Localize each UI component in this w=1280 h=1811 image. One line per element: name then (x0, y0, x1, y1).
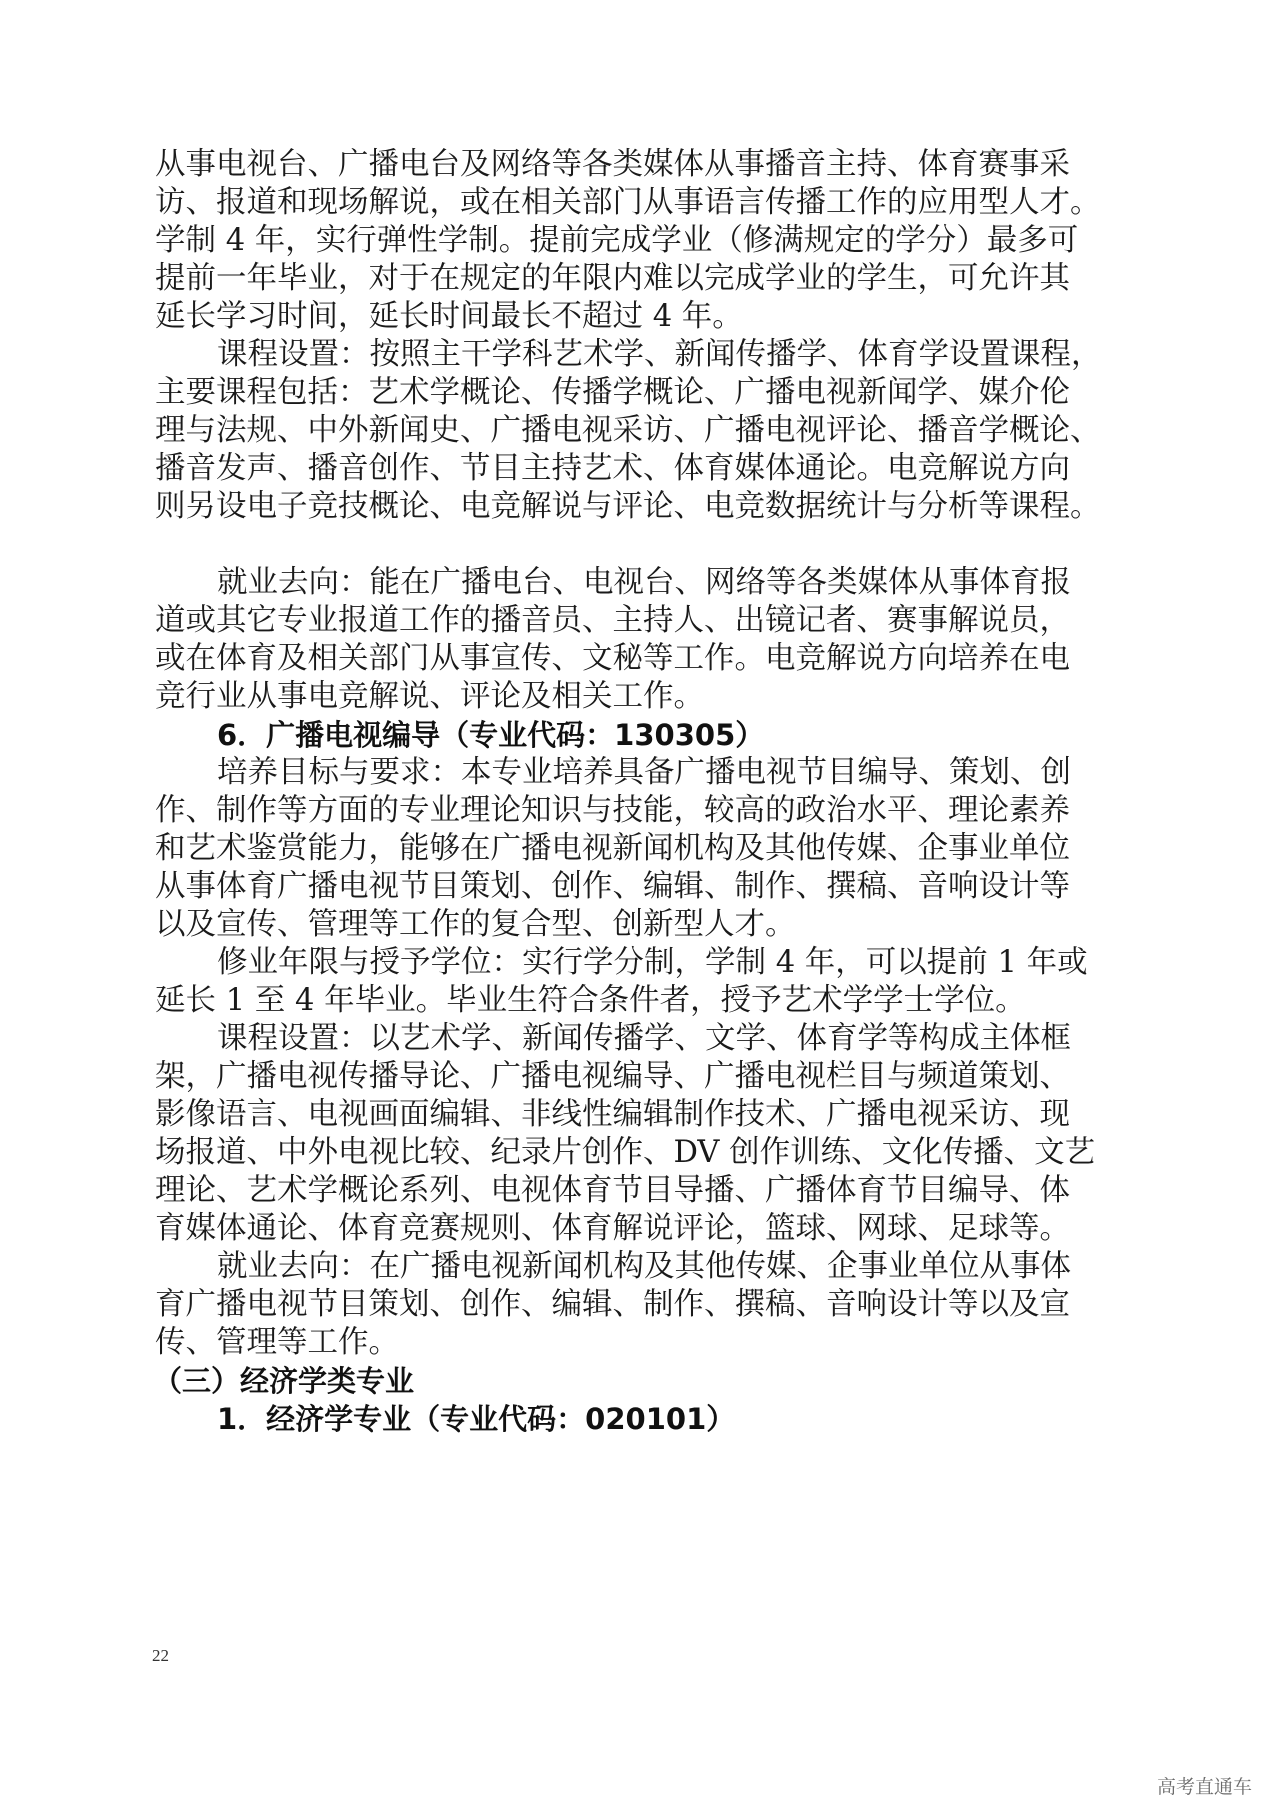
page-number: 22 (152, 1646, 169, 1665)
text-line: 访、报道和现场解说，或在相关部门从事语言传播工作的应用型人才。 (155, 185, 1101, 220)
section-heading: 1．经济学专业（专业代码：020101） (217, 1402, 736, 1436)
text-line: 从事电视台、广播电台及网络等各类媒体从事播音主持、体育赛事采 (155, 147, 1070, 182)
text-line: 提前一年毕业，对于在规定的年限内难以完成学业的学生，可允许其 (155, 261, 1070, 296)
text-line: 主要课程包括：艺术学概论、传播学概论、广播电视新闻学、媒介伦 (155, 375, 1070, 410)
watermark: 高考直通车 (1156, 1776, 1252, 1798)
text-line: 影像语言、电视画面编辑、非线性编辑制作技术、广播电视采访、现 (155, 1097, 1070, 1132)
text-line: 播音发声、播音创作、节目主持艺术、体育媒体通论。电竞解说方向 (155, 451, 1070, 486)
text-line: 就业去向：能在广播电台、电视台、网络等各类媒体从事体育报 (217, 565, 1071, 600)
text-line: 则另设电子竞技概论、电竞解说与评论、电竞数据统计与分析等课程。 (155, 489, 1101, 524)
text-line: 修业年限与授予学位：实行学分制，学制 4 年，可以提前 1 年或 (217, 945, 1088, 980)
text-line: 延长 1 至 4 年毕业。毕业生符合条件者，授予艺术学学士学位。 (155, 983, 1026, 1018)
text-line: 场报道、中外电视比较、纪录片创作、DV 创作训练、文化传播、文艺 (155, 1135, 1096, 1170)
text-line: 架，广播电视传播导论、广播电视编导、广播电视栏目与频道策划、 (155, 1059, 1070, 1094)
text-line: 理论、艺术学概论系列、电视体育节目导播、广播体育节目编导、体 (155, 1173, 1070, 1208)
text-line: 培养目标与要求：本专业培养具备广播电视节目编导、策划、创 (217, 755, 1071, 790)
text-line: 或在体育及相关部门从事宣传、文秘等工作。电竞解说方向培养在电 (155, 641, 1070, 676)
text-line: 学制 4 年，实行弹性学制。提前完成学业（修满规定的学分）最多可 (155, 223, 1079, 258)
text-line: 就业去向：在广播电视新闻机构及其他传媒、企事业单位从事体 (217, 1249, 1071, 1284)
text-line: 传、管理等工作。 (155, 1325, 399, 1360)
text-line: 和艺术鉴赏能力，能够在广播电视新闻机构及其他传媒、企事业单位 (155, 831, 1070, 866)
text-line: 作、制作等方面的专业理论知识与技能，较高的政治水平、理论素养 (155, 793, 1070, 828)
text-line: 育媒体通论、体育竞赛规则、体育解说评论，篮球、网球、足球等。 (155, 1211, 1070, 1246)
text-line: 道或其它专业报道工作的播音员、主持人、出镜记者、赛事解说员， (155, 603, 1070, 638)
text-line: 延长学习时间，延长时间最长不超过 4 年。 (155, 299, 743, 334)
text-line: 以及宣传、管理等工作的复合型、创新型人才。 (155, 907, 796, 942)
text-line: 课程设置：以艺术学、新闻传播学、文学、体育学等构成主体框 (217, 1021, 1071, 1056)
text-line: 从事体育广播电视节目策划、创作、编辑、制作、撰稿、音响设计等 (155, 869, 1070, 904)
text-line: 育广播电视节目策划、创作、编辑、制作、撰稿、音响设计等以及宣 (155, 1287, 1070, 1322)
text-line: 竞行业从事电竞解说、评论及相关工作。 (155, 679, 704, 714)
text-line: 理与法规、中外新闻史、广播电视采访、广播电视评论、播音学概论、 (155, 413, 1101, 448)
section-heading: （三）经济学类专业 (153, 1364, 415, 1398)
section-heading: 6．广播电视编导（专业代码：130305） (217, 718, 765, 752)
text-line: 课程设置：按照主干学科艺术学、新闻传播学、体育学设置课程， (217, 337, 1102, 372)
